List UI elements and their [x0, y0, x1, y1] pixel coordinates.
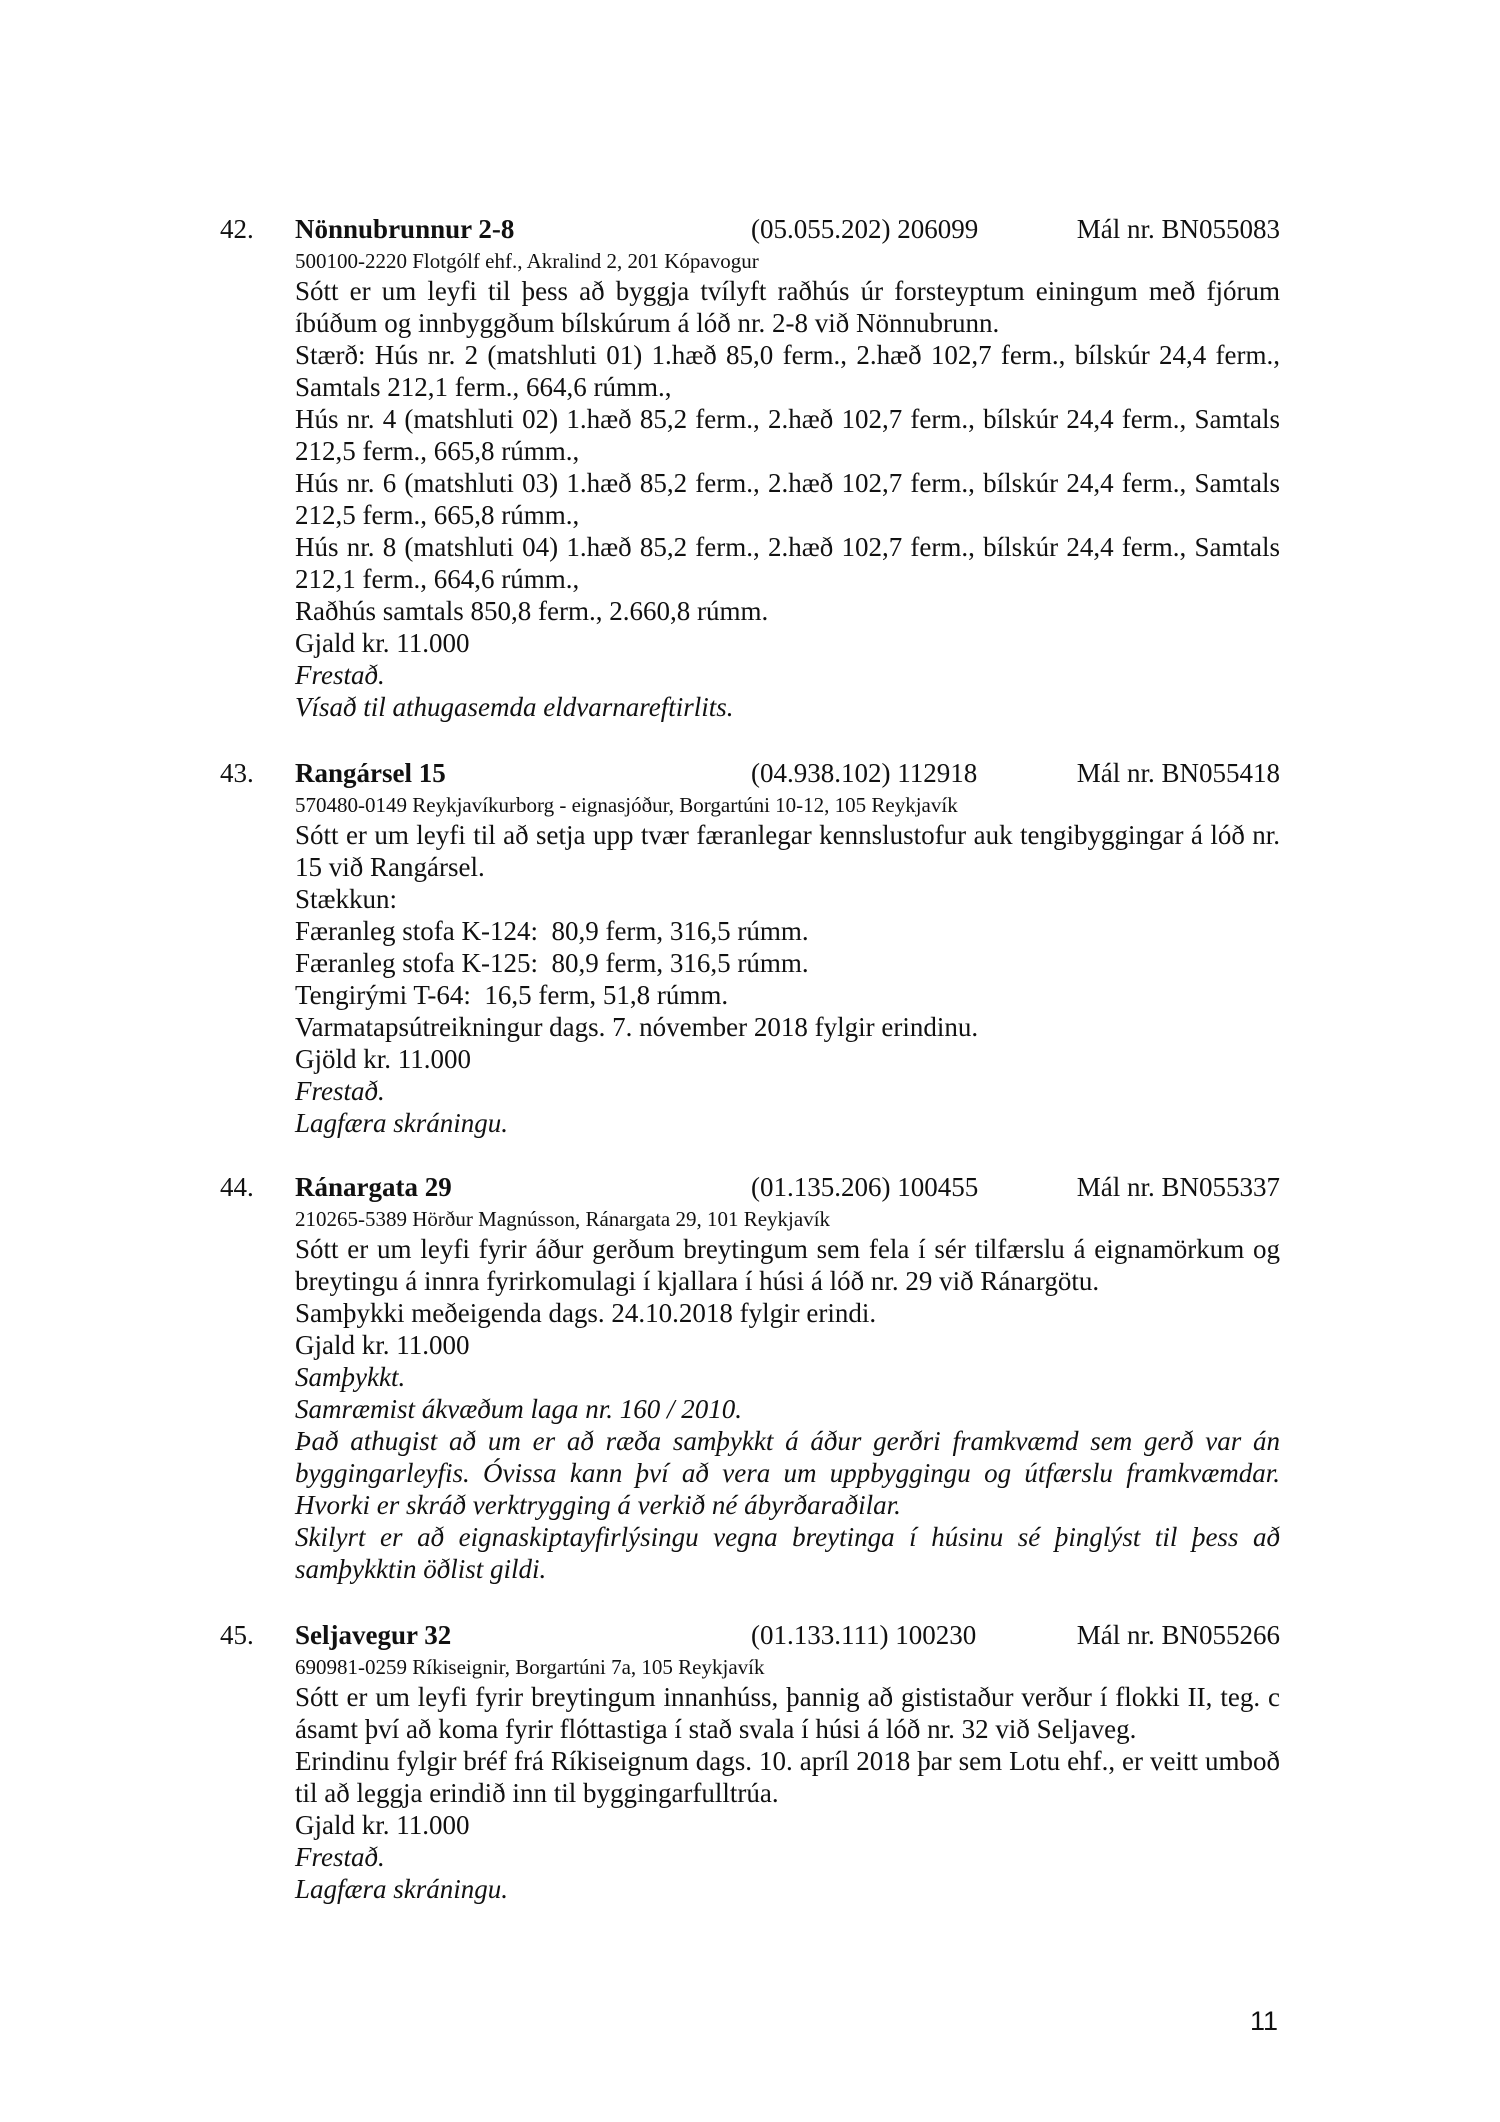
entry-decision: Frestað. — [295, 1842, 385, 1872]
entry-fee: Gjald kr. 11.000 — [295, 1810, 470, 1840]
entry-total-size: Raðhús samtals 850,8 ferm., 2.660,8 rúmm. — [295, 596, 769, 626]
entry-law-note: Samræmist ákvæðum laga nr. 160 / 2010. — [295, 1394, 743, 1424]
entry-header — [220, 212, 1280, 247]
entry-address: Seljavegur 32 — [295, 1620, 452, 1650]
entry-note: Lagfæra skráningu. — [295, 1108, 509, 1138]
case-entry — [220, 212, 1280, 723]
page-number: 11 — [1250, 2006, 1279, 2036]
entry-case-number: Mál nr. BN055418 — [1076, 758, 1280, 788]
entry-fee: Gjöld kr. 11.000 — [295, 1044, 472, 1074]
entry-item-t64: Tengirými T-64: 16,5 ferm, 51,8 rúmm. — [295, 980, 729, 1010]
entry-description: Sótt er um leyfi til þess að byggja tvílyft raðhús úr forsteyptum einingum með fjórum íbúðum og innbyggðum bílskúrum á lóð nr. 2-8 við Nönnubrunn. — [295, 276, 1280, 338]
entry-case-number: Mál nr. BN055337 — [1076, 1172, 1280, 1202]
entry-decision: Frestað. — [295, 1076, 385, 1106]
entry-header — [220, 1170, 1280, 1205]
entry-note: Lagfæra skráningu. — [295, 1874, 509, 1904]
case-entry — [220, 1170, 1280, 1585]
entry-description: Sótt er um leyfi til að setja upp tvær færanlegar kennslustofur auk tengibyggingar á lóð nr. 15 við Rangársel. — [295, 820, 1280, 882]
case-entry — [220, 756, 1280, 1139]
entry-applicant: 210265-5389 Hörður Magnússon, Ránargata 29, 101 Reykjavík — [295, 1207, 831, 1231]
entry-remark: Það athugist að um er að ræða samþykkt á áður gerðri framkvæmd sem gerð var án byggingarleyfis. Óvissa kann því að vera um uppbyggingu og útfærslu framkvæmdar. Hvorki er skráð verktrygging á verkið né ábyrðaraðilar. — [295, 1426, 1280, 1520]
entry-number: 44. — [220, 1172, 254, 1202]
entry-applicant: 690981-0259 Ríkiseignir, Borgartúni 7a, 105 Reykjavík — [295, 1655, 765, 1679]
entry-description: Sótt er um leyfi fyrir áður gerðum breytingum sem fela í sér tilfærslu á eignamörkum og breytingu á innra fyrirkomulagi í kjallara í húsi á lóð nr. 29 við Ránargötu. — [295, 1234, 1280, 1296]
entry-note: Vísað til athugasemda eldvarnareftirlits. — [295, 692, 734, 722]
entry-item-k124: Færanleg stofa K-124: 80,9 ferm, 316,5 rúmm. — [295, 916, 809, 946]
entry-case-number: Mál nr. BN055266 — [1076, 1620, 1280, 1650]
entry-size-house-2: Stærð: Hús nr. 2 (matshluti 01) 1.hæð 85,0 ferm., 2.hæð 102,7 ferm., bílskúr 24,4 ferm., Samtals 212,1 ferm., 664,6 rúmm., — [295, 340, 1280, 402]
entry-header — [220, 756, 1280, 791]
entry-lot-number: (04.938.102) 112918 — [751, 758, 978, 788]
entry-decision: Samþykkt. — [295, 1362, 406, 1392]
entry-applicant: 500100-2220 Flotgólf ehf., Akralind 2, 201 Kópavogur — [295, 249, 759, 273]
entry-lot-number: (01.135.206) 100455 — [751, 1172, 979, 1202]
entry-lot-number: (01.133.111) 100230 — [751, 1620, 977, 1650]
entry-consent-note: Samþykki meðeigenda dags. 24.10.2018 fylgir erindi. — [295, 1298, 877, 1328]
entry-size-house-6: Hús nr. 6 (matshluti 03) 1.hæð 85,2 ferm., 2.hæð 102,7 ferm., bílskúr 24,4 ferm., Samtals 212,5 ferm., 665,8 rúmm., — [295, 468, 1280, 530]
entry-letter-note: Erindinu fylgir bréf frá Ríkiseignum dags. 10. apríl 2018 þar sem Lotu ehf., er veitt umboð til að leggja erindið inn til byggingarfulltrúa. — [295, 1746, 1280, 1808]
entry-number: 43. — [220, 758, 254, 788]
entry-size-house-4: Hús nr. 4 (matshluti 02) 1.hæð 85,2 ferm., 2.hæð 102,7 ferm., bílskúr 24,4 ferm., Samtals 212,5 ferm., 665,8 rúmm., — [295, 404, 1280, 466]
entry-fee: Gjald kr. 11.000 — [295, 628, 470, 658]
entry-condition: Skilyrt er að eignaskiptayfirlýsingu vegna breytinga í húsinu sé þinglýst til þess að samþykktin öðlist gildi. — [295, 1522, 1280, 1584]
case-entry — [220, 1618, 1280, 1905]
entry-number: 45. — [220, 1620, 254, 1650]
entry-heatloss-note: Varmatapsútreikningur dags. 7. nóvember 2018 fylgir erindinu. — [295, 1012, 979, 1042]
entry-address: Rangársel 15 — [295, 758, 446, 788]
entry-applicant: 570480-0149 Reykjavíkurborg - eignasjóður, Borgartúni 10-12, 105 Reykjavík — [295, 793, 958, 817]
entry-case-number: Mál nr. BN055083 — [1076, 214, 1280, 244]
entry-header — [220, 1618, 1280, 1653]
entry-body — [295, 819, 1280, 1139]
entry-address: Nönnubrunnur 2-8 — [295, 214, 515, 244]
entry-description: Sótt er um leyfi fyrir breytingum innanhúss, þannig að gististaður verður í flokki II, teg. c ásamt því að koma fyrir flóttastiga í stað svala í húsi á lóð nr. 32 við Seljaveg. — [295, 1682, 1280, 1744]
entry-number: 42. — [220, 214, 254, 244]
entry-item-k125: Færanleg stofa K-125: 80,9 ferm, 316,5 rúmm. — [295, 948, 809, 978]
entry-body — [295, 275, 1280, 723]
entry-body — [295, 1233, 1280, 1585]
entry-size-house-8: Hús nr. 8 (matshluti 04) 1.hæð 85,2 ferm., 2.hæð 102,7 ferm., bílskúr 24,4 ferm., Samtals 212,1 ferm., 664,6 rúmm., — [295, 532, 1280, 594]
entry-fee: Gjald kr. 11.000 — [295, 1330, 470, 1360]
entry-lot-number: (05.055.202) 206099 — [751, 214, 979, 244]
entry-address: Ránargata 29 — [295, 1172, 452, 1202]
entry-body — [295, 1681, 1280, 1905]
entry-decision: Frestað. — [295, 660, 385, 690]
entry-expansion-label: Stækkun: — [295, 884, 398, 914]
